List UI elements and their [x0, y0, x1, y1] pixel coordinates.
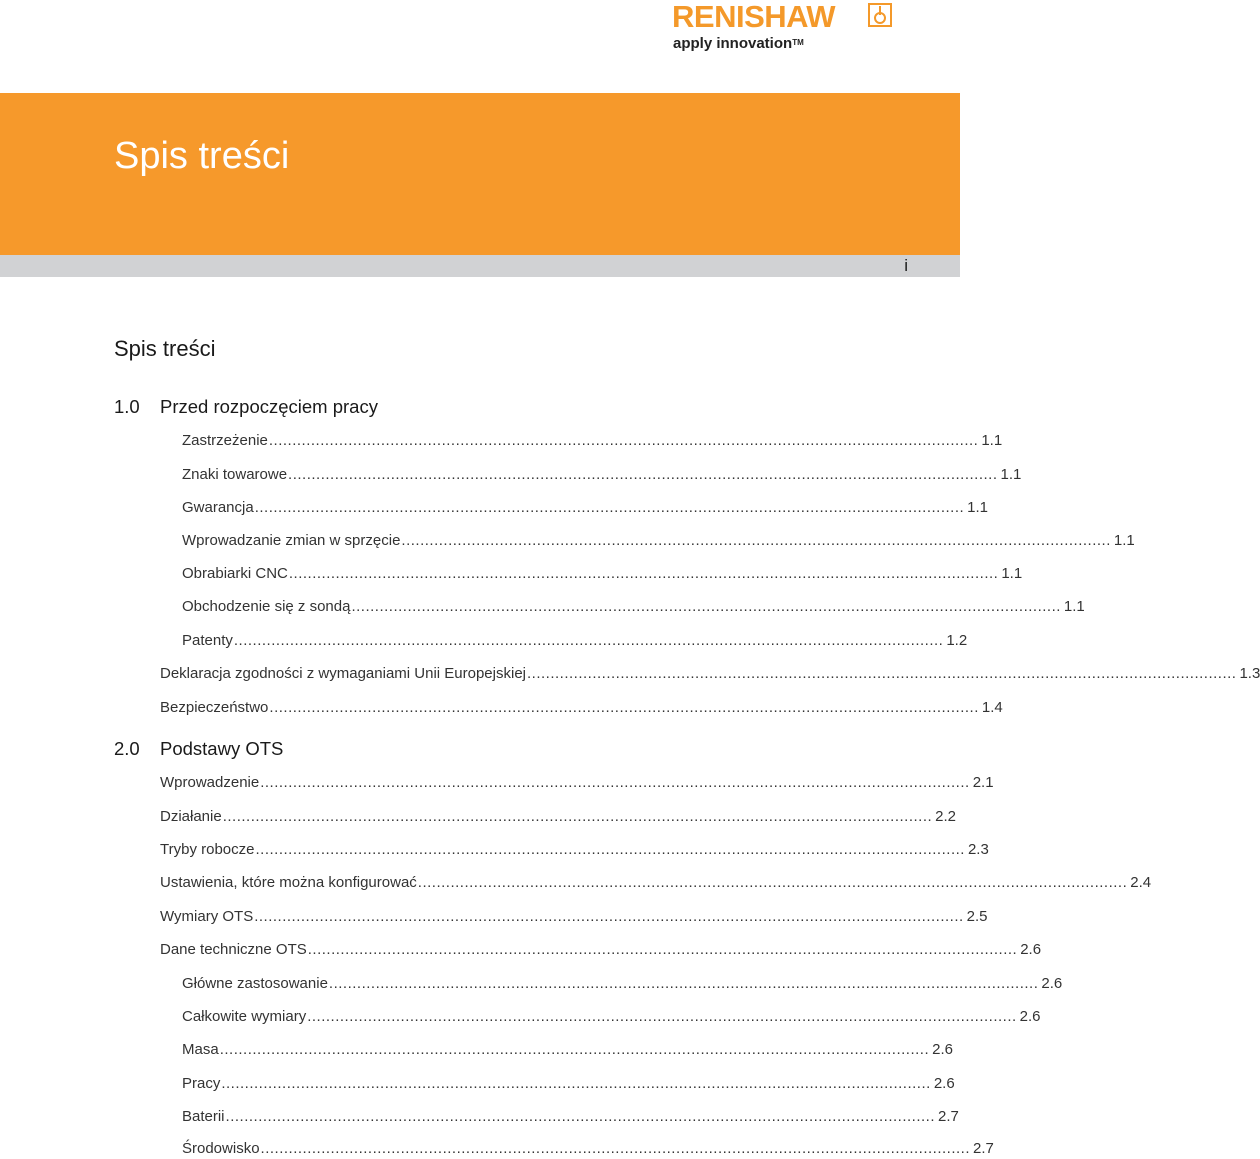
toc-entry-page: 1.1 [1113, 532, 1135, 549]
toc-entry-label: Wymiary OTS [160, 908, 254, 925]
dot-leader: ........................................................................................................................................................ [417, 874, 1128, 891]
toc-entry-label: Patenty [182, 632, 233, 649]
dot-leader: ........................................................................................................................................................ [307, 1008, 1017, 1025]
dot-leader: ........................................................................................................................................................ [268, 432, 979, 449]
toc-entry[interactable] [160, 873, 1152, 893]
toc-entry-label: Ustawienia, które można konfigurować [160, 874, 417, 891]
section-title: Podstawy OTS [160, 738, 284, 759]
section-number: 1.0 [114, 396, 140, 417]
toc-entry-page: 2.1 [972, 774, 994, 791]
dot-leader: ........................................................................................................................................................ [269, 699, 979, 716]
toc-entry-label: Dane techniczne OTS [160, 941, 307, 958]
toc-entry-page: 2.3 [967, 841, 989, 858]
dot-leader: ........................................................................................................................................................ [222, 808, 933, 825]
toc-section-1[interactable] [114, 395, 378, 419]
dot-leader: ........................................................................................................................................................ [219, 1041, 930, 1058]
toc-entry-page: 1.3 [1239, 665, 1260, 682]
toc-entry-page: 2.4 [1130, 874, 1152, 891]
toc-entry-label: Gwarancja [182, 499, 254, 516]
toc-entry-label: Pracy [182, 1075, 221, 1092]
toc-entry[interactable] [182, 631, 968, 651]
dot-leader: ........................................................................................................................................................ [225, 1108, 935, 1125]
toc-entry-label: Deklaracja zgodności z wymaganiami Unii Europejskiej [160, 665, 526, 682]
toc-entry-label: Całkowite wymiary [182, 1008, 307, 1025]
toc-entry[interactable] [160, 807, 957, 827]
dot-leader: ........................................................................................................................................................ [527, 665, 1237, 682]
toc-entry-label: Główne zastosowanie [182, 975, 328, 992]
toc-entry-label: Znaki towarowe [182, 466, 288, 483]
dot-leader: ........................................................................................................................................................ [260, 1140, 971, 1157]
toc-entry[interactable] [182, 564, 1023, 584]
toc-entry-page: 2.7 [938, 1108, 959, 1125]
page-number-strip [0, 255, 960, 277]
dot-leader: ........................................................................................................................................................ [288, 466, 998, 483]
toc-entry-page: 1.2 [946, 632, 968, 649]
toc-entry-page: 2.6 [933, 1075, 955, 1092]
toc-entry-page: 2.6 [1019, 1008, 1041, 1025]
toc-entry[interactable] [182, 465, 1022, 485]
toc-entry[interactable] [182, 1074, 955, 1094]
logo-tagline: apply innovation™ [673, 35, 804, 52]
toc-entry-page: 1.1 [1000, 466, 1022, 483]
toc-entry-page: 1.1 [1063, 598, 1085, 615]
dot-leader: ........................................................................................................................................................ [221, 1075, 931, 1092]
page-number: i [904, 256, 908, 275]
toc-entry-page: 2.6 [1041, 975, 1063, 992]
toc-entry-page: 2.7 [973, 1140, 994, 1157]
toc-entry-page: 2.6 [932, 1041, 954, 1058]
toc-entry[interactable] [182, 531, 1135, 551]
toc-entry-page: 1.4 [981, 699, 1003, 716]
toc-entry-page: 2.2 [935, 808, 957, 825]
dot-leader: ........................................................................................................................................................ [233, 632, 944, 649]
toc-entry[interactable] [182, 1040, 954, 1060]
toc-entry[interactable] [160, 773, 994, 793]
toc-entry-label: Masa [182, 1041, 219, 1058]
renishaw-logo [672, 0, 894, 60]
toc-entry-page: 2.5 [966, 908, 988, 925]
toc-entry-page: 1.1 [981, 432, 1003, 449]
section-number: 2.0 [114, 738, 140, 759]
toc-entry[interactable] [182, 974, 1063, 994]
toc-entry[interactable] [160, 664, 1260, 684]
toc-entry-label: Baterii [182, 1108, 225, 1125]
renishaw-emblem-icon [868, 3, 892, 27]
toc-entry-label: Środowisko [182, 1140, 260, 1157]
dot-leader: ........................................................................................................................................................ [401, 532, 1111, 549]
dot-leader: ........................................................................................................................................................ [288, 565, 999, 582]
toc-section-2[interactable] [114, 737, 283, 761]
dot-leader: ........................................................................................................................................................ [254, 499, 965, 516]
toc-entry[interactable] [160, 940, 1042, 960]
toc-entry[interactable] [182, 597, 1085, 617]
toc-entry[interactable] [182, 431, 1003, 451]
page-title: Spis treści [114, 135, 290, 177]
toc-entry[interactable] [182, 1139, 994, 1159]
dot-leader: ........................................................................................................................................................ [260, 774, 970, 791]
toc-entry-label: Obrabiarki CNC [182, 565, 288, 582]
toc-entry-page: 1.1 [967, 499, 989, 516]
toc-entry-page: 2.6 [1020, 941, 1042, 958]
dot-leader: ........................................................................................................................................................ [307, 941, 1018, 958]
toc-entry-label: Obchodzenie się z sondą [182, 598, 351, 615]
toc-entry-label: Wprowadzenie [160, 774, 260, 791]
dot-leader: ........................................................................................................................................................ [328, 975, 1039, 992]
toc-entry-label: Bezpieczeństwo [160, 699, 269, 716]
toc-entry-page: 1.1 [1001, 565, 1023, 582]
toc-entry[interactable] [160, 840, 989, 860]
dot-leader: ........................................................................................................................................................ [254, 908, 964, 925]
toc-entry[interactable] [160, 907, 988, 927]
toc-entry-label: Zastrzeżenie [182, 432, 268, 449]
toc-heading: Spis treści [114, 336, 216, 361]
toc-entry[interactable] [160, 698, 1003, 718]
section-title: Przed rozpoczęciem pracy [160, 396, 378, 417]
toc-entry-label: Wprowadzanie zmian w sprzęcie [182, 532, 401, 549]
logo-wordmark: RENISHAW [672, 0, 836, 34]
dot-leader: ........................................................................................................................................................ [351, 598, 1061, 615]
toc-entry-label: Działanie [160, 808, 222, 825]
dot-leader: ........................................................................................................................................................ [255, 841, 965, 858]
toc-entry[interactable] [182, 498, 989, 518]
trademark-mark: TM [792, 38, 804, 47]
toc-entry[interactable] [182, 1007, 1041, 1027]
toc-entry-label: Tryby robocze [160, 841, 255, 858]
toc-entry[interactable] [182, 1107, 959, 1127]
